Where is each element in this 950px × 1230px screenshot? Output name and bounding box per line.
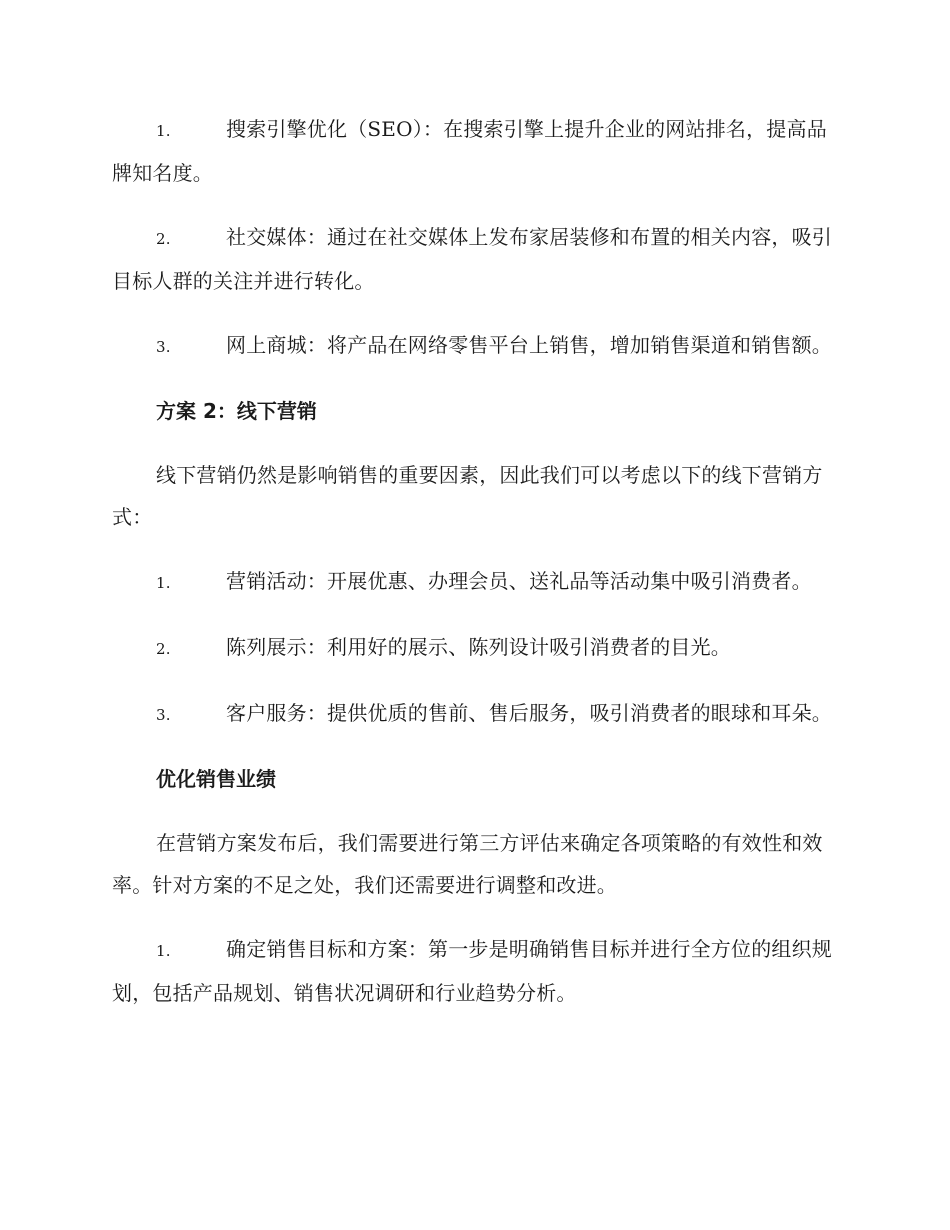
document-body — [112, 108, 834, 1036]
paragraph-offline-intro: 线下营销仍然是影响销售的重要因素，因此我们可以考虑以下的线下营销方式： — [112, 463, 823, 529]
list-item-social-media — [112, 216, 834, 302]
list-number: 1. — [156, 122, 171, 140]
list-number: 2. — [156, 230, 171, 248]
list-item-display — [112, 626, 834, 670]
list-number: 3. — [156, 338, 171, 356]
list-text: 社交媒体：通过在社交媒体上发布家居装修和布置的相关内容，吸引目标人群的关注并进行转化。 — [112, 225, 832, 293]
list-item-online-mall — [112, 324, 834, 368]
list-item-sales-target — [112, 928, 834, 1014]
paragraph-optimize-intro: 在营销方案发布后，我们需要进行第三方评估来确定各项策略的有效性和效率。针对方案的不足之处，我们还需要进行调整和改进。 — [112, 831, 823, 897]
section-heading-optimize: 优化销售业绩 — [156, 767, 276, 791]
list-text: 搜索引擎优化（SEO）：在搜索引擎上提升企业的网站排名，提高品牌知名度。 — [112, 117, 827, 185]
list-text: 网上商城：将产品在网络零售平台上销售，增加销售渠道和销售额。 — [226, 333, 832, 357]
list-text: 陈列展示：利用好的展示、陈列设计吸引消费者的目光。 — [226, 635, 731, 659]
list-text: 营销活动：开展优惠、办理会员、送礼品等活动集中吸引消费者。 — [226, 569, 812, 593]
list-number: 3. — [156, 706, 171, 724]
list-text: 确定销售目标和方案：第一步是明确销售目标并进行全方位的组织规划，包括产品规划、销售状况调研和行业趋势分析。 — [112, 937, 832, 1005]
list-item-marketing-activity — [112, 560, 834, 604]
list-item-customer-service — [112, 692, 834, 736]
list-number: 1. — [156, 942, 171, 960]
section-heading-offline: 方案 2：线下营销 — [156, 399, 317, 423]
list-number: 2. — [156, 640, 171, 658]
list-item-seo — [112, 108, 834, 194]
list-number: 1. — [156, 574, 171, 592]
list-text: 客户服务：提供优质的售前、售后服务，吸引消费者的眼球和耳朵。 — [226, 701, 832, 725]
